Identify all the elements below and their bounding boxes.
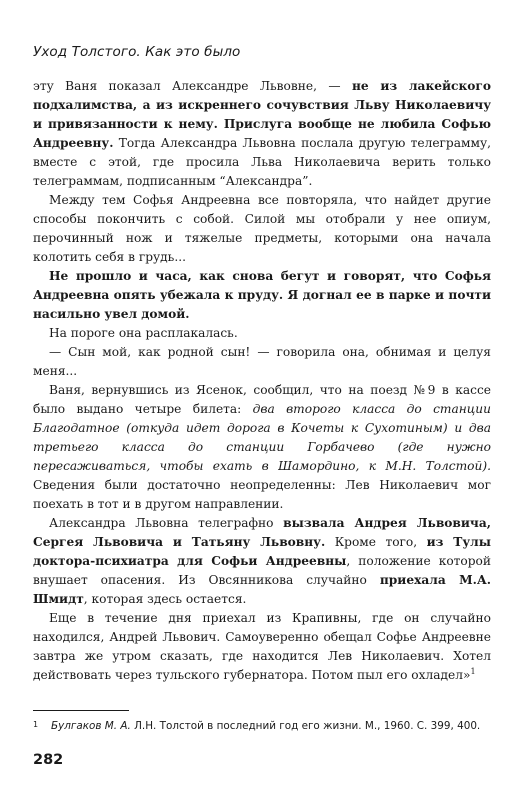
text-run: Ваня, вернувшись из Ясенок, сообщил, что на поезд №9 в кассе было выдано четыре билета: <box>33 383 491 416</box>
paragraph-6 <box>33 381 491 514</box>
paragraph-2 <box>33 191 491 267</box>
paragraph-3 <box>33 267 491 324</box>
text-run: эту Ваня показал Александре Львовне, — <box>33 79 352 93</box>
paragraph-8 <box>33 609 491 685</box>
text-run: , которая здесь остается. <box>83 592 247 606</box>
text-run-bold: вызвала Андрея Львовича, Сергея Львовича и Татьяну Львовну. <box>33 516 491 549</box>
text-run: Кроме того, <box>325 535 427 549</box>
footnote-text: Л.Н. Толстой в последний год его жизни. М., 1960. С. 399, 400. <box>130 720 481 732</box>
text-run-bold: из Тулы доктора-психиатра для Софьи Андреевны <box>33 535 491 568</box>
text-run-italic: два второго класса до станции Благодатное (откуда идет дорога в Кочеты к Сухотиным) и два третьего класса до станции Горбачево (где нужно пересаживаться, чтобы ехать в Шамордино, к М.Н. Толстой). <box>33 402 491 473</box>
text-run: Еще в течение дня приехал из Крапивны, где он случайно находился, Андрей Львович. Самоуверенно обещал Софье Андреевне завтра же утром сказать, где находится Лев Николаевич. Хотел действовать через тульского губернатора. Потом пыл его охладел» <box>33 611 491 682</box>
paragraph-5 <box>33 343 491 381</box>
paragraph-1 <box>33 77 491 191</box>
text-run-bold: Не прошло и часа, как снова бегут и говорят, что Софья Андреевна опять убежала к пруду. Я догнал ее в парке и почти насильно увел домой. <box>33 269 491 321</box>
footnote-rule <box>33 710 129 711</box>
text-run-bold: приехала М.А. Шмидт <box>33 573 491 606</box>
text-run: На пороге она расплакалась. <box>49 326 238 340</box>
text-run: Тогда Александра Львовна послала другую телеграмму, вместе с этой, где просила Льва Николаевича верить только телеграммам, подписанным “Александра”. <box>33 136 491 188</box>
text-run: , положение которой внушает опасения. Из Овсянникова случайно <box>33 554 491 587</box>
footnote-author: Булгаков М. А. <box>51 720 131 732</box>
text-run: Сведения были достаточно неопределенны: Лев Николаевич мог поехать в тот и в другом направлении. <box>33 478 491 511</box>
running-head: Уход Толстого. Как это было <box>33 44 241 60</box>
text-run-bold: не из лакейского подхалимства, а из искреннего сочувствия Льву Николаевичу и привязанности к нему. Прислуга вообще не любила Софью Андреевну. <box>33 79 491 150</box>
footnote-reference[interactable]: 1 <box>470 667 476 676</box>
text-run: Александра Львовна телеграфно <box>49 516 284 530</box>
text-run: — Сын мой, как родной сын! — говорила она, обнимая и целуя меня... <box>33 345 491 378</box>
paragraph-4 <box>33 324 491 343</box>
footnote <box>33 718 491 733</box>
body-text <box>33 77 491 685</box>
text-run: Между тем Софья Андреевна все повторяла, что найдет другие способы покончить с собой. Силой мы отобрали у нее опиум, перочинный нож и тяжелые предметы, которыми она начала колотить себя в грудь... <box>33 193 491 264</box>
page-number: 282 <box>33 752 64 768</box>
footnote-mark: 1 <box>33 720 39 729</box>
paragraph-7 <box>33 514 491 609</box>
